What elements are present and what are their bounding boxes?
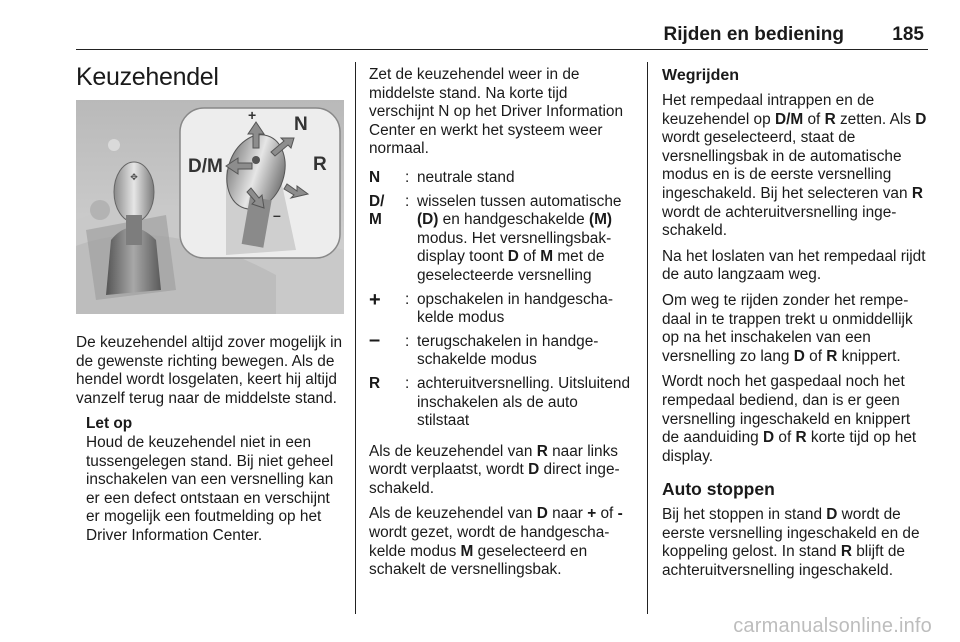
paragraph: Als de keuzehendel van R naar links wordt verplaatst, wordt D direct ingeschakeld. bbox=[369, 442, 620, 497]
column-1 bbox=[76, 62, 344, 546]
def-key: R bbox=[369, 374, 381, 392]
column-divider bbox=[647, 62, 648, 614]
watermark: carmanualsonline.info bbox=[733, 615, 932, 637]
note-title: Let op bbox=[86, 415, 133, 433]
list-item: + : opschakelen in handgeschakelde modus bbox=[369, 291, 634, 328]
caution-note bbox=[76, 415, 344, 545]
list-item: N : neutrale stand bbox=[369, 169, 634, 188]
def-desc: opschakelen in handgeschakelde modus bbox=[417, 290, 613, 327]
definition-list bbox=[369, 169, 634, 431]
minus-icon: – bbox=[369, 328, 381, 351]
plus-icon: + bbox=[369, 288, 381, 311]
list-item: – : terugschakelen in handgeschakelde modus bbox=[369, 333, 634, 370]
gear-selector-svg bbox=[76, 100, 344, 314]
list-item: R : achteruitversnelling. Uitsluitend inschakelen als de auto stilstaat bbox=[369, 375, 634, 431]
label-minus: – bbox=[273, 207, 281, 223]
column-3 bbox=[662, 66, 930, 588]
section-title: Rijden en bediening bbox=[663, 24, 844, 45]
column-2 bbox=[369, 66, 634, 587]
label-n: N bbox=[294, 114, 308, 135]
paragraph: Wordt noch het gaspedaal noch het rempedaal bediend, dan is er geen versnelling ingeschakeld en knippert de aanduiding D of R korte tijd op het display. bbox=[662, 373, 917, 465]
column-divider bbox=[355, 62, 356, 614]
note-text: Houd de keuzehendel niet in een tussengelegen stand. Bij niet geheel inschakelen van een versnelling kan er een defect ontstaan en verschijnt er mogelijk een foutmelding op het Driver Information Center. bbox=[86, 433, 334, 544]
def-key: N bbox=[369, 168, 381, 186]
page-title: Keuzehendel bbox=[76, 63, 219, 91]
def-key: D/ M bbox=[369, 192, 385, 229]
paragraph: Om weg te rijden zonder het rempedaal in te trappen trekt u onmiddellijk op na het inschakelen van een versnelling zo lang D of R knippert. bbox=[662, 291, 913, 365]
def-desc: neutrale stand bbox=[417, 168, 515, 186]
paragraph: Zet de keuzehendel weer in de middelste stand. Na korte tijd verschijnt N op het Driver Information Center en werkt het systeem weer normaal. bbox=[369, 66, 624, 158]
def-desc: achteruitversnelling. Uitsluitend inschakelen als de auto stilstaat bbox=[417, 374, 631, 430]
def-desc: terugschakelen in handgeschakelde modus bbox=[417, 332, 599, 369]
paragraph: De keuzehendel altijd zover mogelijk in de gewenste richting bewegen. Als de hendel wordt losgelaten, keert hij altijd vanzelf terug naar de middelste stand. bbox=[76, 334, 343, 407]
label-plus: + bbox=[248, 107, 257, 123]
section-heading: Auto stoppen bbox=[662, 479, 775, 500]
page-header bbox=[76, 22, 928, 50]
paragraph: Het rempedaal intrappen en de keuzehendel op D/M of R zetten. Als D wordt geselecteerd, staat de versnellingsbak in de automatische modus en is de eerste versnelling ingeschakeld. Bij het selecteren van R wordt de achteruitversnelling ingeschakeld. bbox=[662, 92, 927, 240]
paragraph: Na het loslaten van het rempedaal rijdt de auto langzaam weg. bbox=[662, 247, 926, 284]
gear-selector-illustration bbox=[76, 100, 344, 314]
label-r: R bbox=[313, 154, 327, 175]
section-heading: Wegrijden bbox=[662, 67, 740, 84]
svg-text:✥: ✥ bbox=[130, 172, 138, 182]
def-desc: wisselen tussen automatische (D) en handgeschakelde (M) modus. Het versnellingsbakdisplay toont D of M met de geselecteerde versnelling bbox=[417, 192, 622, 284]
label-dm: D/M bbox=[188, 156, 223, 177]
list-item: D/ M : wisselen tussen automatische (D) en handgeschakelde (M) modus. Het versnellingsbakdisplay toont D of M met de geselecteerde versnelling bbox=[369, 193, 634, 286]
paragraph: Als de keuzehendel van D naar + of - wordt gezet, wordt de handgeschakelde modus M geselecteerd en schakelt de versnellingsbak. bbox=[369, 505, 623, 579]
paragraph: Bij het stoppen in stand D wordt de eerste versnelling ingeschakeld en de koppeling gelost. In stand R blijft de achteruitversnelling ingeschakeld. bbox=[662, 506, 920, 580]
page-number: 185 bbox=[892, 24, 924, 45]
